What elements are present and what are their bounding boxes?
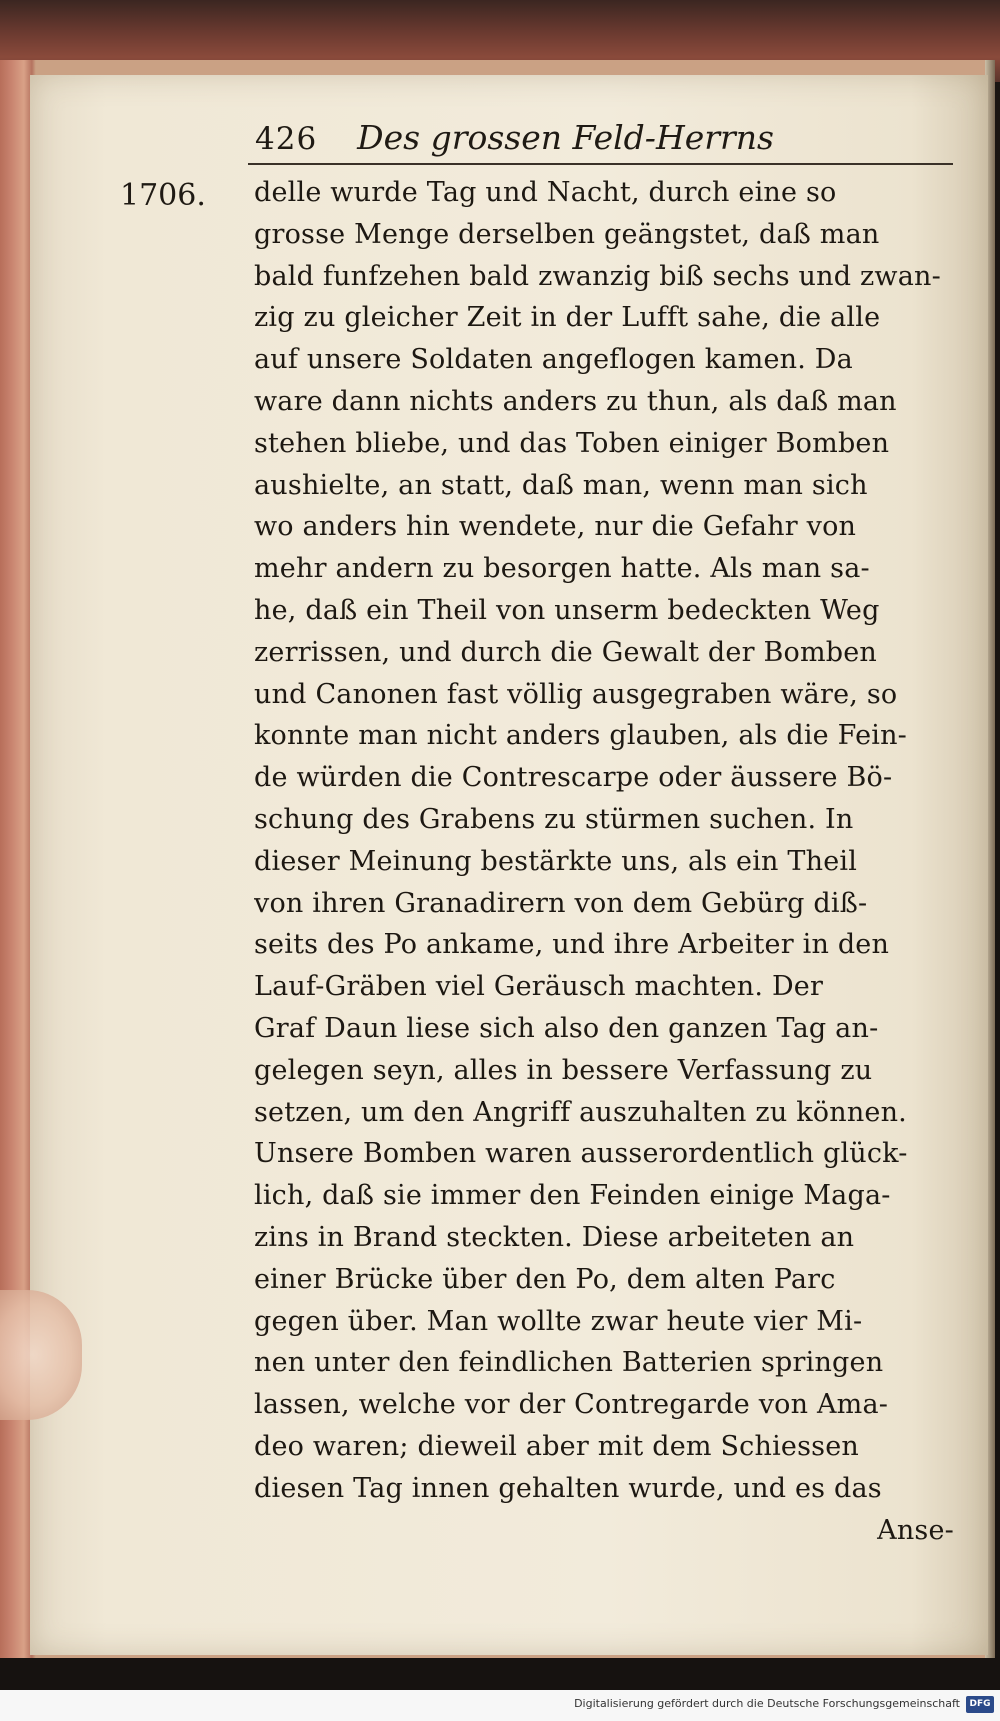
header-rule bbox=[248, 163, 953, 165]
text-line: wo anders hin wendete, nur die Gefahr von bbox=[254, 511, 857, 543]
text-line: konnte man nicht anders glauben, als die Fein- bbox=[254, 720, 907, 752]
text-line: lich, daß sie immer den Feinden einige Maga- bbox=[254, 1180, 891, 1212]
running-title: Des grossen Feld-Herrns bbox=[357, 118, 774, 157]
text-line: setzen, um den Angriff auszuhalten zu können. bbox=[254, 1096, 907, 1128]
page-number: 426 bbox=[255, 121, 318, 157]
text-line: lassen, welche vor der Contregarde von Ama- bbox=[254, 1389, 889, 1421]
footer-credit: Digitalisierung gefördert durch die Deutsche Forschungsgemeinschaft bbox=[574, 1697, 960, 1710]
text-line: diesen Tag innen gehalten wurde, und es das bbox=[254, 1472, 882, 1504]
text-line: gegen über. Man wollte zwar heute vier Mi- bbox=[254, 1305, 863, 1337]
dfg-logo: DFG bbox=[966, 1696, 994, 1713]
text-line: einer Brücke über den Po, dem alten Parc bbox=[254, 1263, 836, 1295]
text-line: zins in Brand steckten. Diese arbeiteten an bbox=[254, 1221, 855, 1253]
text-line: aushielte, an statt, daß man, wenn man sich bbox=[254, 469, 868, 501]
text-line: dieser Meinung bestärkte uns, als ein Theil bbox=[254, 845, 858, 877]
text-line: und Canonen fast völlig ausgegraben wäre, so bbox=[254, 678, 898, 710]
text-line: seits des Po ankame, und ihre Arbeiter in den bbox=[254, 929, 890, 961]
margin-year: 1706. bbox=[120, 178, 206, 213]
text-line: de würden die Contrescarpe oder äussere Bö- bbox=[254, 762, 893, 794]
text-line: zerrissen, und durch die Gewalt der Bomben bbox=[254, 636, 878, 668]
text-line: Unsere Bomben waren ausserordentlich glück- bbox=[254, 1138, 908, 1170]
text-line: ware dann nichts anders zu thun, als daß man bbox=[254, 385, 897, 417]
text-line: grosse Menge derselben geängstet, daß man bbox=[254, 218, 880, 250]
text-line: stehen bliebe, und das Toben einiger Bomben bbox=[254, 427, 890, 459]
text-line: nen unter den feindlichen Batterien springen bbox=[254, 1347, 884, 1379]
text-line: he, daß ein Theil von unserm bedeckten Weg bbox=[254, 594, 880, 626]
text-line: auf unsere Soldaten angeflogen kamen. Da bbox=[254, 344, 853, 376]
text-line: zig zu gleicher Zeit in der Lufft sahe, die alle bbox=[254, 302, 881, 334]
text-line: mehr andern zu besorgen hatte. Als man sa- bbox=[254, 553, 870, 585]
text-line: Graf Daun liese sich also den ganzen Tag an- bbox=[254, 1012, 879, 1044]
text-line: Lauf-Gräben viel Geräusch machten. Der bbox=[254, 971, 824, 1003]
text-line: schung des Grabens zu stürmen suchen. In bbox=[254, 803, 854, 835]
text-line: gelegen seyn, alles in bessere Verfassung zu bbox=[254, 1054, 873, 1086]
text-line: Anse- bbox=[877, 1514, 954, 1546]
footer-bar bbox=[0, 1690, 1000, 1721]
text-line: bald funfzehen bald zwanzig biß sechs und zwan- bbox=[254, 260, 941, 292]
page-header bbox=[255, 118, 955, 164]
body-text bbox=[254, 172, 954, 1662]
text-line: deo waren; dieweil aber mit dem Schiessen bbox=[254, 1430, 859, 1462]
text-line: delle wurde Tag und Nacht, durch eine so bbox=[254, 177, 837, 208]
text-line: von ihren Granadirern von dem Gebürg diß- bbox=[254, 887, 868, 919]
